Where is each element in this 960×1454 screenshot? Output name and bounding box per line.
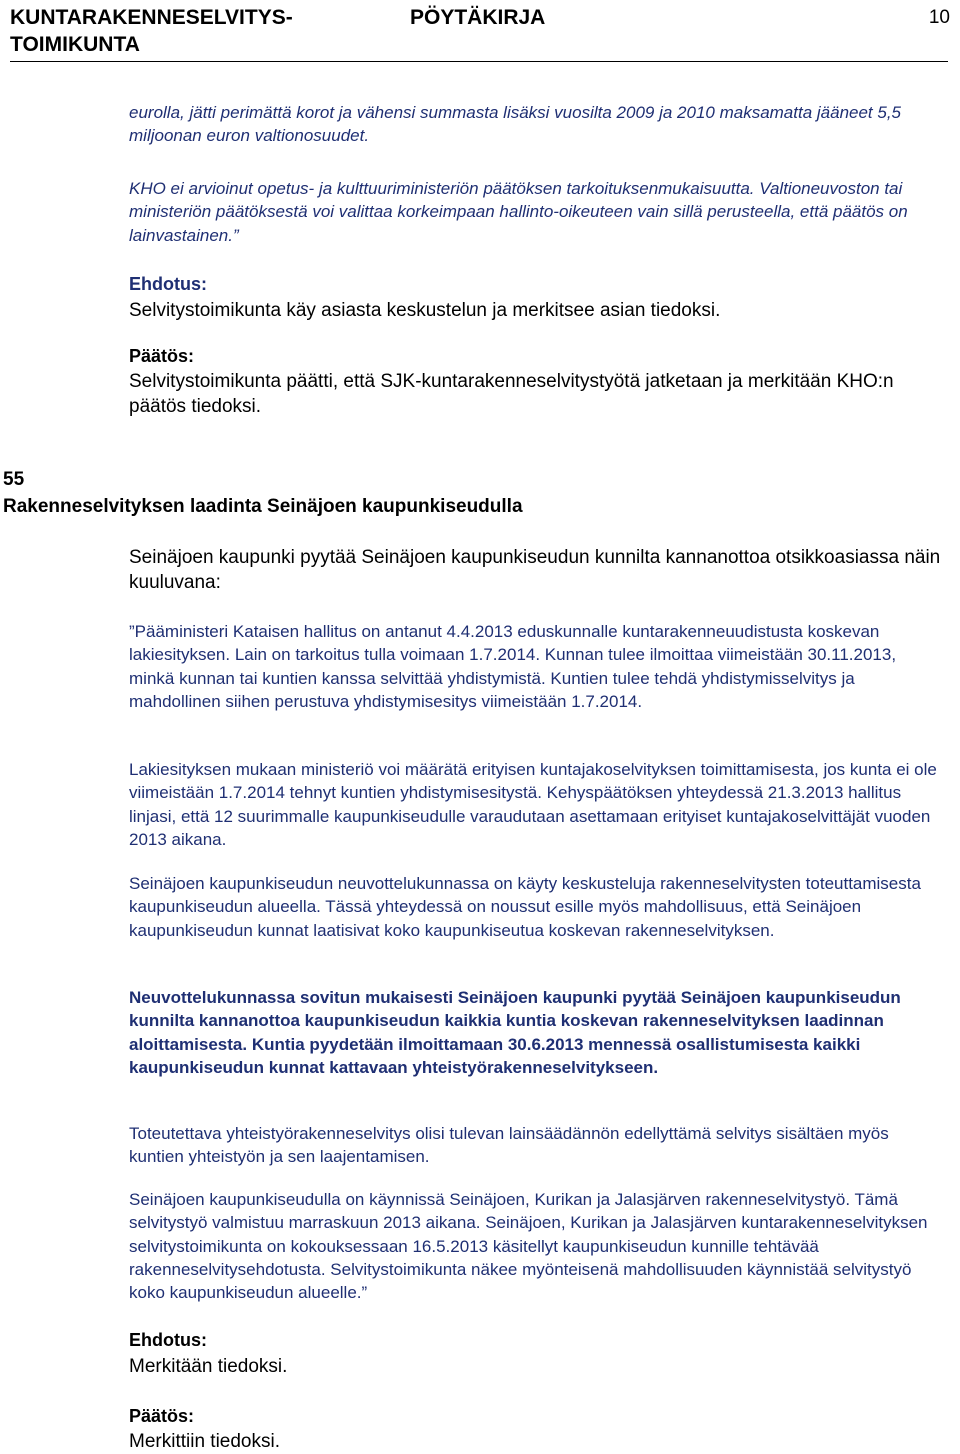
quote-continuation: eurolla, jätti perimättä korot ja vähensi summasta lisäksi vuosilta 2009 ja 2010 maksamatta jääneet 5,5 miljoonan euron valtionosuudet. [129,103,902,146]
decision-label: Päätös: [129,346,195,366]
document-header-title [10,4,293,58]
quote-paragraph-1: ”Pääministeri Kataisen hallitus on antanut 4.4.2013 eduskunnalle kuntarakenneuudistusta koskevan lakiesityksen. Lain on tarkoitus tulla voimaan 1.7.2014. Kunnan tulee ilmoittaa viimeistään 30.11.2013, minkä kunnan tai kuntien kanssa selvittää yhdistymistä. Kuntien tulee tehdä yhdistymisselvitys ja mahdollinen siihen perustuva yhdistymisesitys viimeistään 1.7.2014. [129,622,897,711]
header-divider [10,61,948,62]
section-proposal-text: Merkitään tiedoksi. [129,1356,288,1377]
header-title-line1: KUNTARAKENNESELVITYS- [10,6,293,29]
header-title-line2: TOIMIKUNTA [10,33,140,56]
quote-paragraph-3: Seinäjoen kaupunkiseudun neuvottelukunnassa on käyty keskusteluja rakenneselvitysten toteuttamisesta kaupunkiseudun alueella. Tässä yhteydessä on noussut esille myös mahdollisuus, että Seinäjoen kaupunkiseudun kunnat laatisivat koko kaupunkiseutua koskevan rakenneselvityksen. [129,874,921,940]
section-decision-text: Merkittiin tiedoksi. [129,1431,280,1452]
proposal-text: Selvitystoimikunta käy asiasta keskustelun ja merkitsee asian tiedoksi. [129,300,721,321]
quote-paragraph-2: Lakiesityksen mukaan ministeriö voi määrätä erityisen kuntajakoselvityksen toimittamisesta, jos kunta ei ole viimeistään 1.7.2014 tehnyt kuntien yhdistymisesitystä. Kehyspäätöksen yhteydessä 21.3.2013 hallitus linjasi, että 12 suurimmalle kaupunkiseudulle varaudutaan asettamaan erityiset kuntajakoselvittäjät vuoden 2013 aikana. [129,760,937,849]
proposal-label: Ehdotus: [129,274,207,294]
quote-paragraph-6: Seinäjoen kaupunkiseudulla on käynnissä Seinäjoen, Kurikan ja Jalasjärven rakenneselvitystyö. Tämä selvitystyö valmistuu marraskuun 2013 aikana. Seinäjoen, Kurikan ja Jalasjärven kuntarakenneselvityksen selvitystoimikunta on kokouksessaan 16.5.2013 käsitellyt kaupunkiseudun kunnille tehtävää rakenneselvitysehdotusta. Selvitystoimikunta näkee myönteisenä mahdollisuuden käynnistää selvitystyö koko kaupunkiseudun alueelle.” [129,1190,928,1303]
header-doc-type: PÖYTÄKIRJA [410,6,546,29]
section-number: 55 [3,469,25,490]
quote-paragraph-4: Neuvottelukunnassa sovitun mukaisesti Seinäjoen kaupunki pyytää Seinäjoen kaupunkiseudun kunnilta kannanottoa kaupunkiseudun kaikkia kuntia koskevan rakenneselvityksen laadinnan aloittamisesta. Kuntia pyydetään ilmoittamaan 30.6.2013 mennessä osallistumisesta kaikki kaupunkiseudun kunnat kattavaan yhteistyörakenneselvitykseen. [129,988,901,1077]
kho-paragraph: KHO ei arvioinut opetus- ja kulttuuriministeriön päätöksen tarkoituksenmukaisuutta. Valtioneuvoston tai ministeriön päätöksestä voi valittaa korkeimpaan hallinto-oikeuteen vain sillä perusteella, että päätös on lainvastainen.” [129,179,908,245]
decision-text: Selvitystoimikunta päätti, että SJK-kuntarakenneselvitystyötä jatketaan ja merkitään KHO:n päätös tiedoksi. [129,371,894,417]
section-title: Rakenneselvityksen laadinta Seinäjoen kaupunkiseudulla [3,496,523,517]
section-proposal-label: Ehdotus: [129,1330,207,1350]
quote-paragraph-5: Toteutettava yhteistyörakenneselvitys olisi tulevan lainsäädännön edellyttämä selvitys sisältäen myös kuntien yhteistyön ja sen laajentamisen. [129,1124,889,1167]
section-intro: Seinäjoen kaupunki pyytää Seinäjoen kaupunkiseudun kunnilta kannanottoa otsikkoasiassa näin kuuluvana: [129,547,941,593]
section-decision-label: Päätös: [129,1406,195,1426]
page-number: 10 [928,7,950,28]
